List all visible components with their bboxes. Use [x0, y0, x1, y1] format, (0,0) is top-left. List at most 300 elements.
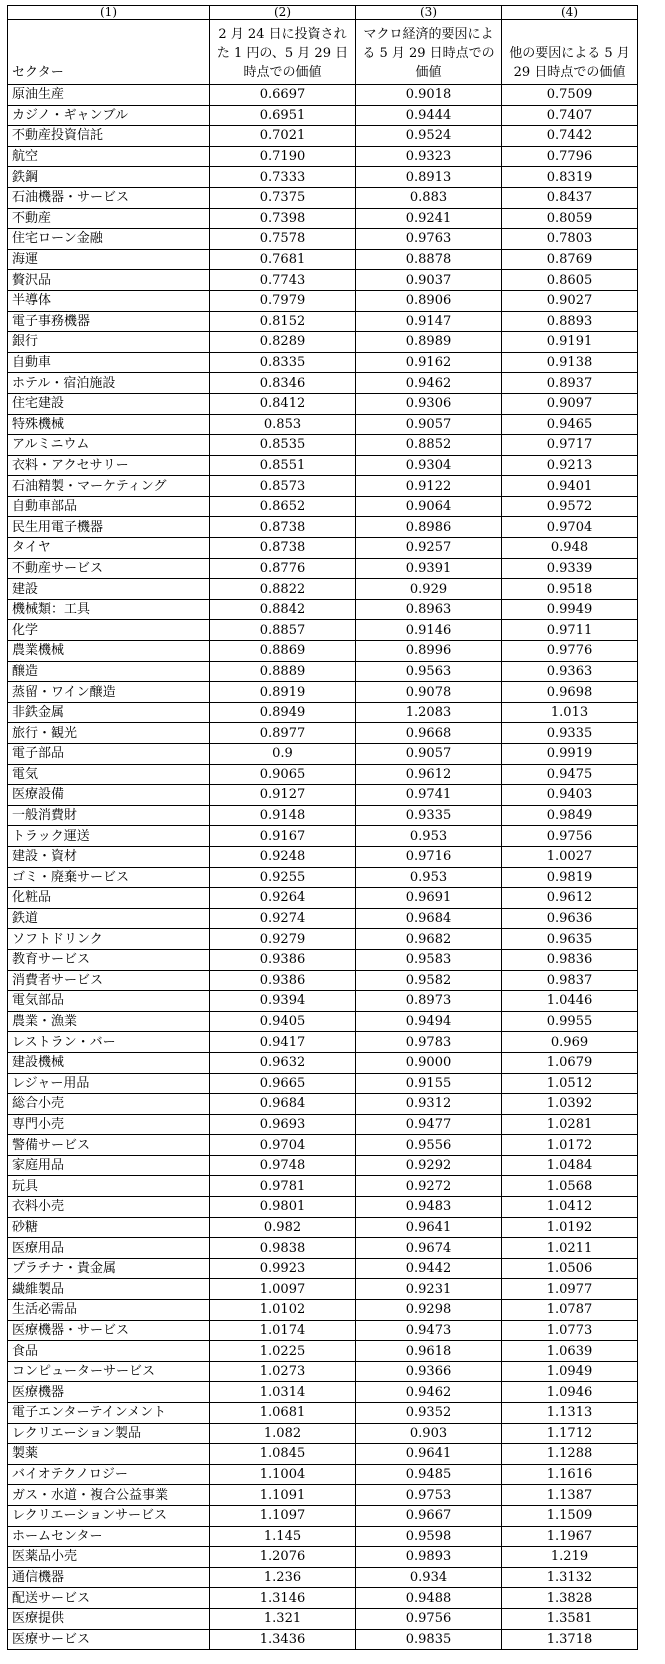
value-total-cell: 0.9748	[210, 1155, 356, 1176]
value-other-cell: 0.9636	[502, 908, 638, 929]
column-header-value-other: 他の要因による 5 月 29 日時点での価値	[502, 20, 638, 85]
value-other-cell: 1.0679	[502, 1052, 638, 1073]
sector-name-cell: 生活必需品	[8, 1300, 210, 1321]
sector-name-cell: ゴミ・廃棄サービス	[8, 867, 210, 888]
table-row	[8, 682, 638, 703]
table-row	[8, 167, 638, 188]
value-other-cell: 1.0639	[502, 1341, 638, 1362]
value-total-cell: 0.7190	[210, 146, 356, 167]
document-page	[7, 5, 638, 1650]
value-total-cell: 0.9394	[210, 991, 356, 1012]
value-other-cell: 1.0512	[502, 1073, 638, 1094]
table-row	[8, 1011, 638, 1032]
value-other-cell: 1.0787	[502, 1300, 638, 1321]
table-row	[8, 105, 638, 126]
sector-name-cell: 電子部品	[8, 744, 210, 765]
table-row	[8, 558, 638, 579]
table-row	[8, 1176, 638, 1197]
value-macro-cell: 0.9335	[356, 805, 502, 826]
value-macro-cell: 0.9763	[356, 229, 502, 250]
value-other-cell: 0.9837	[502, 970, 638, 991]
table-row	[8, 1094, 638, 1115]
value-macro-cell: 0.9162	[356, 352, 502, 373]
sector-name-cell: ガス・水道・複合公益事業	[8, 1485, 210, 1506]
value-macro-cell: 0.9241	[356, 208, 502, 229]
table-row	[8, 373, 638, 394]
table-row	[8, 393, 638, 414]
value-total-cell: 0.8152	[210, 311, 356, 332]
value-other-cell: 0.8437	[502, 187, 638, 208]
sector-name-cell: レジャー用品	[8, 1073, 210, 1094]
sector-name-cell: レクリエーションサービス	[8, 1505, 210, 1526]
value-macro-cell: 0.9641	[356, 1217, 502, 1238]
column-number-row	[8, 6, 638, 20]
value-other-cell: 1.1509	[502, 1505, 638, 1526]
sector-name-cell: 砂糖	[8, 1217, 210, 1238]
value-other-cell: 1.0412	[502, 1197, 638, 1218]
value-total-cell: 1.3146	[210, 1588, 356, 1609]
value-macro-cell: 0.9147	[356, 311, 502, 332]
table-row	[8, 1361, 638, 1382]
value-total-cell: 0.8857	[210, 620, 356, 641]
value-other-cell: 1.0027	[502, 846, 638, 867]
table-row	[8, 1073, 638, 1094]
value-total-cell: 1.321	[210, 1608, 356, 1629]
value-total-cell: 1.0097	[210, 1279, 356, 1300]
value-total-cell: 0.7681	[210, 249, 356, 270]
sector-name-cell: 不動産投資信託	[8, 126, 210, 147]
value-total-cell: 1.0681	[210, 1403, 356, 1424]
column-header-sector: セクター	[8, 20, 210, 85]
value-total-cell: 0.8919	[210, 682, 356, 703]
value-total-cell: 0.982	[210, 1217, 356, 1238]
table-row	[8, 1032, 638, 1053]
value-macro-cell: 0.9741	[356, 785, 502, 806]
value-other-cell: 0.9335	[502, 723, 638, 744]
table-row	[8, 723, 638, 744]
value-other-cell: 1.0568	[502, 1176, 638, 1197]
sector-name-cell: 鉄道	[8, 908, 210, 929]
table-row	[8, 146, 638, 167]
sector-name-cell: レクリエーション製品	[8, 1423, 210, 1444]
sector-name-cell: 農業機械	[8, 641, 210, 662]
table-row	[8, 455, 638, 476]
sector-name-cell: 一般消費財	[8, 805, 210, 826]
sector-name-cell: ホームセンター	[8, 1526, 210, 1547]
value-other-cell: 0.9776	[502, 641, 638, 662]
value-total-cell: 0.8842	[210, 599, 356, 620]
table-row	[8, 435, 638, 456]
table-row	[8, 846, 638, 867]
value-macro-cell: 0.9488	[356, 1588, 502, 1609]
value-total-cell: 0.7979	[210, 290, 356, 311]
table-row	[8, 599, 638, 620]
value-macro-cell: 0.883	[356, 187, 502, 208]
value-other-cell: 1.1387	[502, 1485, 638, 1506]
table-row	[8, 1135, 638, 1156]
value-total-cell: 0.9	[210, 744, 356, 765]
value-other-cell: 0.8937	[502, 373, 638, 394]
value-macro-cell: 0.9668	[356, 723, 502, 744]
value-macro-cell: 1.2083	[356, 702, 502, 723]
sector-name-cell: 電気	[8, 764, 210, 785]
sector-name-cell: レストラン・バー	[8, 1032, 210, 1053]
table-body	[8, 85, 638, 1650]
sector-name-cell: 特殊機械	[8, 414, 210, 435]
table-row	[8, 867, 638, 888]
table-row	[8, 1608, 638, 1629]
value-total-cell: 1.0225	[210, 1341, 356, 1362]
value-other-cell: 0.8893	[502, 311, 638, 332]
value-macro-cell: 0.953	[356, 826, 502, 847]
value-other-cell: 1.0949	[502, 1361, 638, 1382]
table-row	[8, 1526, 638, 1547]
value-other-cell: 0.8605	[502, 270, 638, 291]
value-other-cell: 0.9401	[502, 476, 638, 497]
value-other-cell: 0.9138	[502, 352, 638, 373]
table-row	[8, 1403, 638, 1424]
sector-name-cell: 食品	[8, 1341, 210, 1362]
sector-name-cell: 自動車	[8, 352, 210, 373]
value-other-cell: 0.9572	[502, 496, 638, 517]
value-total-cell: 0.9801	[210, 1197, 356, 1218]
value-total-cell: 0.7375	[210, 187, 356, 208]
value-other-cell: 1.0946	[502, 1382, 638, 1403]
value-other-cell: 1.1967	[502, 1526, 638, 1547]
value-other-cell: 1.0773	[502, 1320, 638, 1341]
table-row	[8, 764, 638, 785]
value-other-cell: 0.7407	[502, 105, 638, 126]
sector-name-cell: 自動車部品	[8, 496, 210, 517]
value-total-cell: 1.0273	[210, 1361, 356, 1382]
table-row	[8, 744, 638, 765]
sector-name-cell: 警備サービス	[8, 1135, 210, 1156]
column-number: (1)	[8, 6, 210, 20]
sector-name-cell: 化学	[8, 620, 210, 641]
value-macro-cell: 0.9037	[356, 270, 502, 291]
sector-name-cell: 蒸留・ワイン醸造	[8, 682, 210, 703]
value-macro-cell: 0.9618	[356, 1341, 502, 1362]
table-row	[8, 1217, 638, 1238]
sector-value-table	[7, 5, 638, 1650]
value-total-cell: 0.6951	[210, 105, 356, 126]
value-other-cell: 0.8059	[502, 208, 638, 229]
table-row	[8, 1320, 638, 1341]
table-header	[8, 6, 638, 85]
table-row	[8, 85, 638, 106]
value-macro-cell: 0.929	[356, 579, 502, 600]
sector-name-cell: 衣料・アクセサリー	[8, 455, 210, 476]
value-total-cell: 0.8335	[210, 352, 356, 373]
value-total-cell: 0.8551	[210, 455, 356, 476]
value-total-cell: 0.9248	[210, 846, 356, 867]
value-other-cell: 0.9612	[502, 888, 638, 909]
value-macro-cell: 0.9716	[356, 846, 502, 867]
value-macro-cell: 0.9444	[356, 105, 502, 126]
value-macro-cell: 0.8852	[356, 435, 502, 456]
sector-name-cell: ソフトドリンク	[8, 929, 210, 950]
value-total-cell: 0.9167	[210, 826, 356, 847]
value-total-cell: 0.9405	[210, 1011, 356, 1032]
table-row	[8, 1423, 638, 1444]
sector-name-cell: 総合小売	[8, 1094, 210, 1115]
value-macro-cell: 0.9391	[356, 558, 502, 579]
column-number: (4)	[502, 6, 638, 20]
table-row	[8, 290, 638, 311]
sector-name-cell: 家庭用品	[8, 1155, 210, 1176]
value-macro-cell: 0.9598	[356, 1526, 502, 1547]
value-macro-cell: 0.9306	[356, 393, 502, 414]
sector-name-cell: 銀行	[8, 332, 210, 353]
value-macro-cell: 0.9352	[356, 1403, 502, 1424]
value-total-cell: 0.9386	[210, 970, 356, 991]
sector-name-cell: 半導体	[8, 290, 210, 311]
value-total-cell: 0.9838	[210, 1238, 356, 1259]
value-other-cell: 0.9027	[502, 290, 638, 311]
sector-name-cell: 電気部品	[8, 991, 210, 1012]
value-total-cell: 1.0314	[210, 1382, 356, 1403]
value-total-cell: 1.1097	[210, 1505, 356, 1526]
sector-name-cell: 旅行・観光	[8, 723, 210, 744]
value-other-cell: 0.9955	[502, 1011, 638, 1032]
value-total-cell: 0.9279	[210, 929, 356, 950]
sector-name-cell: 専門小売	[8, 1114, 210, 1135]
value-macro-cell: 0.9078	[356, 682, 502, 703]
value-macro-cell: 0.9582	[356, 970, 502, 991]
value-other-cell: 1.0281	[502, 1114, 638, 1135]
table-row	[8, 332, 638, 353]
value-macro-cell: 0.934	[356, 1567, 502, 1588]
sector-name-cell: 航空	[8, 146, 210, 167]
value-macro-cell: 0.953	[356, 867, 502, 888]
value-other-cell: 1.0211	[502, 1238, 638, 1259]
value-total-cell: 1.145	[210, 1526, 356, 1547]
value-macro-cell: 0.903	[356, 1423, 502, 1444]
value-other-cell: 1.1712	[502, 1423, 638, 1444]
value-total-cell: 0.9127	[210, 785, 356, 806]
sector-name-cell: タイヤ	[8, 538, 210, 559]
value-other-cell: 0.9465	[502, 414, 638, 435]
sector-name-cell: 原油生産	[8, 85, 210, 106]
table-row	[8, 908, 638, 929]
value-total-cell: 0.8412	[210, 393, 356, 414]
sector-name-cell: 医療サービス	[8, 1629, 210, 1650]
value-other-cell: 1.0192	[502, 1217, 638, 1238]
sector-name-cell: 繊維製品	[8, 1279, 210, 1300]
sector-name-cell: ホテル・宿泊施設	[8, 373, 210, 394]
value-total-cell: 0.9684	[210, 1094, 356, 1115]
value-macro-cell: 0.9366	[356, 1361, 502, 1382]
value-total-cell: 0.7333	[210, 167, 356, 188]
value-macro-cell: 0.9485	[356, 1464, 502, 1485]
sector-name-cell: 電子エンターテインメント	[8, 1403, 210, 1424]
value-macro-cell: 0.9000	[356, 1052, 502, 1073]
value-other-cell: 0.7796	[502, 146, 638, 167]
table-row	[8, 538, 638, 559]
value-other-cell: 1.0172	[502, 1135, 638, 1156]
table-row	[8, 1505, 638, 1526]
table-row	[8, 270, 638, 291]
value-total-cell: 0.8822	[210, 579, 356, 600]
sector-name-cell: 建設・資材	[8, 846, 210, 867]
value-macro-cell: 0.9057	[356, 744, 502, 765]
value-macro-cell: 0.9064	[356, 496, 502, 517]
value-total-cell: 1.3436	[210, 1629, 356, 1650]
value-total-cell: 0.8738	[210, 517, 356, 538]
sector-name-cell: 民生用電子機器	[8, 517, 210, 538]
table-row	[8, 249, 638, 270]
table-row	[8, 352, 638, 373]
value-total-cell: 0.9274	[210, 908, 356, 929]
value-macro-cell: 0.9684	[356, 908, 502, 929]
value-macro-cell: 0.9257	[356, 538, 502, 559]
value-total-cell: 0.7021	[210, 126, 356, 147]
value-macro-cell: 0.9018	[356, 85, 502, 106]
table-row	[8, 1464, 638, 1485]
value-macro-cell: 0.8989	[356, 332, 502, 353]
value-macro-cell: 0.9583	[356, 949, 502, 970]
table-row	[8, 1567, 638, 1588]
sector-name-cell: 不動産サービス	[8, 558, 210, 579]
value-other-cell: 0.9819	[502, 867, 638, 888]
sector-name-cell: 医薬品小売	[8, 1547, 210, 1568]
value-macro-cell: 0.9272	[356, 1176, 502, 1197]
value-macro-cell: 0.9155	[356, 1073, 502, 1094]
sector-name-cell: 医療機器・サービス	[8, 1320, 210, 1341]
table-row	[8, 126, 638, 147]
value-other-cell: 1.3581	[502, 1608, 638, 1629]
table-row	[8, 661, 638, 682]
sector-name-cell: 海運	[8, 249, 210, 270]
value-other-cell: 1.0484	[502, 1155, 638, 1176]
sector-name-cell: 石油精製・マーケティング	[8, 476, 210, 497]
sector-name-cell: 消費者サービス	[8, 970, 210, 991]
value-other-cell: 0.9704	[502, 517, 638, 538]
value-macro-cell: 0.8913	[356, 167, 502, 188]
value-other-cell: 0.9711	[502, 620, 638, 641]
table-row	[8, 1300, 638, 1321]
sector-name-cell: 配送サービス	[8, 1588, 210, 1609]
value-total-cell: 1.2076	[210, 1547, 356, 1568]
value-macro-cell: 0.9756	[356, 1608, 502, 1629]
value-total-cell: 0.8977	[210, 723, 356, 744]
value-other-cell: 0.9518	[502, 579, 638, 600]
value-total-cell: 1.0102	[210, 1300, 356, 1321]
value-other-cell: 0.9403	[502, 785, 638, 806]
sector-name-cell: アルミニウム	[8, 435, 210, 456]
value-other-cell: 0.969	[502, 1032, 638, 1053]
table-row	[8, 1444, 638, 1465]
value-macro-cell: 0.9691	[356, 888, 502, 909]
value-other-cell: 0.9191	[502, 332, 638, 353]
value-total-cell: 1.1091	[210, 1485, 356, 1506]
value-other-cell: 1.3828	[502, 1588, 638, 1609]
table-row	[8, 311, 638, 332]
sector-name-cell: 住宅ローン金融	[8, 229, 210, 250]
value-macro-cell: 0.9835	[356, 1629, 502, 1650]
table-row	[8, 1629, 638, 1650]
sector-name-cell: 衣料小売	[8, 1197, 210, 1218]
value-macro-cell: 0.9057	[356, 414, 502, 435]
value-total-cell: 0.9704	[210, 1135, 356, 1156]
value-other-cell: 1.1313	[502, 1403, 638, 1424]
table-row	[8, 929, 638, 950]
value-macro-cell: 0.9893	[356, 1547, 502, 1568]
value-macro-cell: 0.9612	[356, 764, 502, 785]
value-total-cell: 0.8869	[210, 641, 356, 662]
value-other-cell: 0.9097	[502, 393, 638, 414]
value-total-cell: 0.9665	[210, 1073, 356, 1094]
value-macro-cell: 0.9783	[356, 1032, 502, 1053]
column-header-row	[8, 20, 638, 85]
value-macro-cell: 0.9122	[356, 476, 502, 497]
table-row	[8, 991, 638, 1012]
value-macro-cell: 0.9323	[356, 146, 502, 167]
value-other-cell: 0.7442	[502, 126, 638, 147]
sector-name-cell: 玩具	[8, 1176, 210, 1197]
sector-name-cell: 建設	[8, 579, 210, 600]
value-total-cell: 0.8346	[210, 373, 356, 394]
value-total-cell: 0.8535	[210, 435, 356, 456]
table-row	[8, 805, 638, 826]
value-total-cell: 0.7398	[210, 208, 356, 229]
value-macro-cell: 0.9667	[356, 1505, 502, 1526]
table-row	[8, 641, 638, 662]
value-total-cell: 0.6697	[210, 85, 356, 106]
sector-name-cell: バイオテクノロジー	[8, 1464, 210, 1485]
value-macro-cell: 0.9312	[356, 1094, 502, 1115]
value-total-cell: 0.8738	[210, 538, 356, 559]
value-other-cell: 1.013	[502, 702, 638, 723]
sector-name-cell: 医療機器	[8, 1382, 210, 1403]
value-total-cell: 0.7743	[210, 270, 356, 291]
sector-name-cell: 電子事務機器	[8, 311, 210, 332]
value-macro-cell: 0.9753	[356, 1485, 502, 1506]
sector-name-cell: トラック運送	[8, 826, 210, 847]
value-macro-cell: 0.9556	[356, 1135, 502, 1156]
table-row	[8, 1114, 638, 1135]
sector-name-cell: 医療設備	[8, 785, 210, 806]
value-total-cell: 0.9417	[210, 1032, 356, 1053]
sector-name-cell: 医療提供	[8, 1608, 210, 1629]
sector-name-cell: 住宅建設	[8, 393, 210, 414]
sector-name-cell: 非鉄金属	[8, 702, 210, 723]
value-other-cell: 0.9756	[502, 826, 638, 847]
table-row	[8, 187, 638, 208]
sector-name-cell: 機械類：工具	[8, 599, 210, 620]
value-macro-cell: 0.9563	[356, 661, 502, 682]
value-total-cell: 0.9632	[210, 1052, 356, 1073]
value-macro-cell: 0.9231	[356, 1279, 502, 1300]
value-other-cell: 0.9949	[502, 599, 638, 620]
value-other-cell: 1.3718	[502, 1629, 638, 1650]
sector-name-cell: 教育サービス	[8, 949, 210, 970]
value-other-cell: 1.219	[502, 1547, 638, 1568]
value-other-cell: 1.3132	[502, 1567, 638, 1588]
value-macro-cell: 0.9483	[356, 1197, 502, 1218]
sector-name-cell: 石油機器・サービス	[8, 187, 210, 208]
table-row	[8, 1588, 638, 1609]
table-row	[8, 1485, 638, 1506]
value-other-cell: 1.0392	[502, 1094, 638, 1115]
value-macro-cell: 0.8986	[356, 517, 502, 538]
value-total-cell: 0.9065	[210, 764, 356, 785]
column-header-value-total: 2 月 24 日に投資された 1 円の、5 月 29 日時点での価値	[210, 20, 356, 85]
value-total-cell: 0.8289	[210, 332, 356, 353]
value-other-cell: 1.0506	[502, 1258, 638, 1279]
table-row	[8, 785, 638, 806]
value-macro-cell: 0.9477	[356, 1114, 502, 1135]
